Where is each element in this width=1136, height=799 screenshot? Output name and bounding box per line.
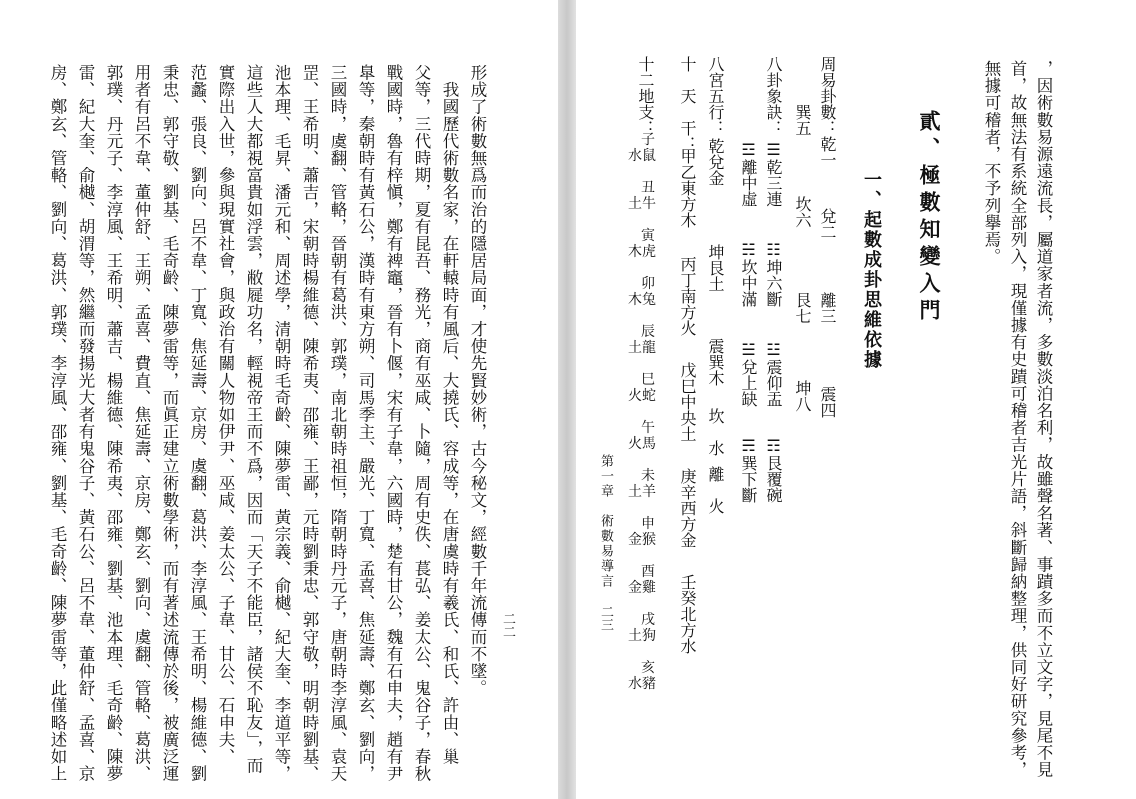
body-column: 房、鄭玄、管輅、劉向、葛洪、郭璞、李淳風、邵雍、劉基、毛奇齡、陳夢雷等，此僅略述如上 (48, 64, 67, 783)
body-column: 郭璞、丹元子、李淳風、王希明、蕭吉、楊維德、陳希夷、邵雍、劉基、池本理、毛奇齡、陳夢 (104, 64, 123, 783)
branch-element: 金 (628, 532, 642, 548)
palace-elements-label: 八宮五行： (706, 56, 725, 136)
intro-column: 首，故無法有系統全部列入，現僅據有史蹟可稽者吉光片語，斜斷歸納整理，供同好研究參考， (1008, 60, 1027, 779)
body-column: 罡、王希明、蕭吉，宋朝時楊維德、陳希夷、邵雍、王鄙，元時劉秉忠、郭守敬，明朝時劉基、 (300, 64, 319, 783)
branch-char: 戌 (641, 612, 655, 628)
branch-element: 木 (628, 244, 642, 260)
earthly-branch (624, 660, 660, 692)
branch-element: 火 (628, 436, 642, 452)
branch-char: 子 (641, 132, 655, 148)
earthly-branches-label: 十二地支： (636, 56, 655, 136)
palace-element: 震巽木 (706, 338, 725, 386)
palace-element: 坎 水 (706, 408, 725, 456)
body-column: 雷、紀大奎、俞樾、胡渭等，然繼而發揚光大者有鬼谷子、黃石公、呂不韋、董仲舒、孟喜、京 (76, 64, 95, 783)
gua-rhyme: ☴巽下斷 (739, 436, 758, 503)
branch-animal: 虎 (642, 244, 656, 260)
branch-element: 土 (628, 484, 642, 500)
heavenly-stem: 甲乙東方木 (678, 148, 697, 228)
branch-element: 水 (628, 676, 642, 692)
gua-rhyme: ☰乾三連 (764, 140, 783, 207)
branch-animal: 羊 (642, 484, 656, 500)
page-number-left: 二二 (500, 612, 515, 638)
branch-element: 木 (628, 292, 642, 308)
branch-char: 午 (641, 420, 655, 436)
body-column: 我國歷代術數名家，在軒轅時有風后、大撓氏、容成等，在唐虞時有羲氏、和氏、許由、巢 (440, 64, 459, 766)
heavenly-stem: 丙丁南方火 (678, 256, 697, 336)
gua-number: 兌二 (818, 208, 837, 240)
earthly-branch (624, 228, 660, 260)
right-page (576, 0, 1136, 799)
branch-animal: 蛇 (642, 388, 656, 404)
body-column: 臯等，秦朝時有黃石公，漢時有東方朔、司馬季主、嚴光、丁寬、孟喜、焦延壽、鄭玄、劉向， (356, 64, 375, 783)
gua-number: 坤八 (793, 380, 812, 412)
branch-char: 未 (641, 468, 655, 484)
branch-char: 亥 (641, 660, 655, 676)
heavenly-stems-label: 十 天 干： (678, 56, 697, 152)
earthly-branch (624, 612, 660, 644)
intro-column: 無據可稽者，不予列擧焉。 (982, 60, 1001, 266)
gua-number: 震四 (818, 386, 837, 418)
palace-element: 離 火 (706, 466, 725, 514)
branch-char: 卯 (641, 276, 655, 292)
palace-element: 坤艮土 (706, 244, 725, 292)
branch-animal: 鼠 (642, 148, 656, 164)
body-column: 三國時，虞翻、管輅，晉朝有葛洪、郭璞，南北朝時祖恒，隋朝時丹元子，唐朝時李淳風、袁天 (328, 64, 347, 783)
earthly-branch (624, 420, 660, 452)
subsection-title: 一、起數成卦思維依據 (861, 170, 882, 370)
branch-animal: 牛 (642, 196, 656, 212)
gua-number: 離三 (818, 292, 837, 324)
gua-rhyme: ☱兌上缺 (739, 340, 758, 407)
branch-element: 土 (628, 340, 642, 356)
gua-rhyme: ☶艮覆碗 (764, 436, 783, 503)
branch-animal: 兔 (642, 292, 656, 308)
branch-animal: 龍 (642, 340, 656, 356)
body-column: 這些人大都視富貴如浮雲，敝屣功名，輕視帝王而不爲，因而「天子不能臣，諸侯不恥友」，而 (244, 64, 263, 774)
page-number-right: 二三 (598, 605, 613, 631)
body-column: 范蠡、張良、劉向、呂不韋、丁寬、焦延壽、京房、虞翻、葛洪、李淳風、王希明、楊維德、劉 (188, 64, 207, 783)
earthly-branch (624, 372, 660, 404)
earthly-branch (624, 468, 660, 500)
gua-rhyme: ☳震仰盂 (764, 340, 783, 407)
earthly-branch (624, 180, 660, 212)
branch-char: 丑 (641, 180, 655, 196)
branch-animal: 狗 (642, 628, 656, 644)
branch-char: 巳 (641, 372, 655, 388)
earthly-branch (624, 324, 660, 356)
palace-element: 乾兌金 (706, 138, 725, 186)
heavenly-stem: 壬癸北方水 (678, 574, 697, 654)
branch-char: 申 (641, 516, 655, 532)
earthly-branch (624, 564, 660, 596)
branch-animal: 猴 (642, 532, 656, 548)
gua-rhyme: ☲離中虛 (739, 140, 758, 207)
branch-animal: 雞 (642, 580, 656, 596)
book-gutter (558, 0, 576, 799)
intro-column: ，因術數易源遠流長，屬道家者流，多數淡泊名利，故雖聲名著、事蹟多而不立文字，見尾不見 (1034, 60, 1053, 779)
body-column: 父等，三代時期，夏有昆吾、務光，商有巫咸、卜隨，周有史佚、萇弘、姜太公、鬼谷子，春秋 (412, 64, 431, 783)
running-header: 第一章 術數易導言 (598, 454, 613, 589)
branch-element: 土 (628, 628, 642, 644)
earthly-branch (624, 516, 660, 548)
body-column: 用者有呂不韋、董仲舒、王朔、孟喜、費直、焦延壽、京房、鄭玄、劉向、虞翻、管輅、葛洪、 (132, 64, 151, 783)
earthly-branch (624, 132, 660, 164)
body-column: 池本理、毛昇、潘元和、周述學，清朝時毛奇齡、陳夢雷、黃宗義、俞樾、紀大奎、李道平等， (272, 64, 291, 783)
body-column: 實際出入世，參與現實社會，與政治有關人物如伊尹、巫咸、姜太公、子韋、甘公、石申夫、 (216, 64, 235, 766)
gua-rhyme: ☷坤六斷 (764, 240, 783, 307)
branch-char: 酉 (641, 564, 655, 580)
body-column: 戰國時，魯有梓愼，鄭有裨竈，晉有卜偃，宋有子韋，六國時，楚有甘公，魏有石申夫，趙有尹 (384, 64, 403, 783)
gua-number: 艮七 (793, 292, 812, 324)
gua-numbers-label: 周易卦數： (818, 56, 837, 136)
branch-element: 火 (628, 388, 642, 404)
left-page (0, 0, 558, 799)
branch-animal: 馬 (642, 436, 656, 452)
branch-element: 土 (628, 196, 642, 212)
branch-element: 金 (628, 580, 642, 596)
gua-rhyme-label: 八卦象訣： (764, 56, 783, 136)
heavenly-stem: 庚辛西方金 (678, 468, 697, 548)
branch-element: 水 (628, 148, 642, 164)
gua-number: 巽五 (793, 104, 812, 136)
gua-number: 乾一 (818, 136, 837, 168)
gua-rhyme: ☵坎中滿 (739, 240, 758, 307)
branch-animal: 豬 (642, 676, 656, 692)
gua-number: 坎六 (793, 196, 812, 228)
branch-char: 寅 (641, 228, 655, 244)
body-column: 形成了術數無爲而治的隱居局面，才使先賢妙術，古今秘文，經數千年流傳而不墜。 (468, 64, 487, 697)
earthly-branch (624, 276, 660, 308)
section-title: 貳、極數知變入門 (917, 110, 942, 326)
heavenly-stem: 戊巳中央土 (678, 362, 697, 442)
body-column: 秉忠、郭守敬、劉基、毛奇齡、陳夢雷等，而眞正建立術數學術，而有著述流傳於後，被廣泛運 (160, 64, 179, 783)
branch-char: 辰 (641, 324, 655, 340)
